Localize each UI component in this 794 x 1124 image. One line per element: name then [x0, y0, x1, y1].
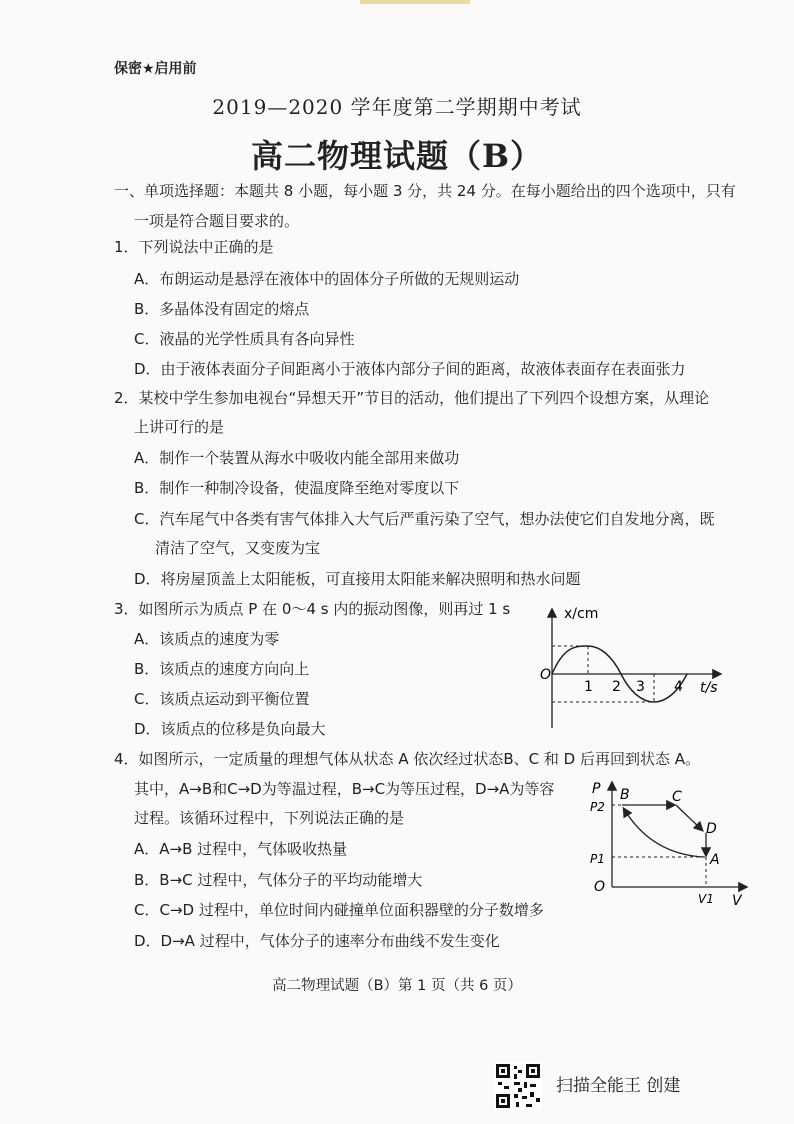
top-edge-mark — [360, 0, 470, 4]
question-2-option-b: B．制作一种制冷设备，使温度降至绝对零度以下 — [134, 479, 460, 497]
question-3-stem: 3．如图所示为质点 P 在 0～4 s 内的振动图像，则再过 1 s — [114, 600, 511, 618]
pv-diagram — [586, 775, 752, 910]
graph1-tick-2: 2 — [612, 679, 621, 695]
graph2-ylabel: P — [592, 781, 601, 797]
graph2-v1-label: V1 — [698, 892, 714, 906]
graph1-origin: O — [540, 667, 552, 683]
point-c-label: C — [672, 789, 682, 805]
question-4-option-d: D．D→A 过程中，气体分子的速率分布曲线不发生变化 — [134, 932, 500, 950]
exam-title: 2019—2020 学年度第二学期期中考试 — [212, 95, 582, 119]
point-a-label: A — [710, 852, 720, 868]
question-1-option-a: A．布朗运动是悬浮在液体中的固体分子所做的无规则运动 — [134, 270, 520, 288]
question-2-option-d: D．将房屋顶盖上太阳能板，可直接用太阳能来解决照明和热水问题 — [134, 570, 581, 588]
point-b-label: B — [620, 787, 630, 803]
question-4-stem-line-1: 4．如图所示，一定质量的理想气体从状态 A 依次经过状态B、C 和 D 后再回到状态 A。 — [114, 750, 700, 768]
scanner-watermark-text: 扫描全能王 创建 — [556, 1076, 681, 1096]
graph1-tick-4: 4 — [674, 679, 683, 695]
question-3-option-d: D．该质点的位移是负向最大 — [134, 720, 326, 738]
graph1-tick-3: 3 — [636, 679, 645, 695]
question-3-option-a: A．该质点的速度为零 — [134, 630, 280, 648]
graph2-origin: O — [594, 879, 606, 895]
section-heading-line-2: 一项是符合题目要求的。 — [134, 212, 300, 230]
section-heading-line-1: 一、单项选择题：本题共 8 小题，每小题 3 分，共 24 分。在每小题给出的四个选项中，只有 — [114, 182, 736, 200]
process-a-to-b — [624, 809, 704, 857]
question-1-option-c: C．液晶的光学性质具有各向异性 — [134, 330, 355, 348]
question-2-option-a: A．制作一个装置从海水中吸收内能全部用来做功 — [134, 449, 460, 467]
question-4-option-c: C．C→D 过程中，单位时间内碰撞单位面积器壁的分子数增多 — [134, 901, 544, 919]
question-4-stem-line-3: 过程。该循环过程中，下列说法正确的是 — [134, 809, 405, 827]
graph1-xlabel: t/s — [700, 680, 718, 696]
graph2-xlabel: V — [732, 893, 742, 909]
graph2-p1-label: P1 — [590, 852, 605, 866]
question-4-option-a: A．A→B 过程中，气体吸收热量 — [134, 840, 348, 858]
graph2-p2-label: P2 — [590, 800, 605, 814]
point-d-label: D — [706, 821, 717, 837]
question-4-stem-line-2: 其中，A→B和C→D为等温过程，B→C为等压过程，D→A为等容 — [134, 780, 555, 798]
question-2-stem-line-1: 2．某校中学生参加电视台“异想天开”节目的活动，他们提出了下列四个设想方案，从理论 — [114, 389, 710, 407]
vibration-graph — [528, 600, 728, 732]
question-2-stem-line-2: 上讲可行的是 — [134, 418, 225, 436]
question-2-option-c-continued: 清洁了空气，又变废为宝 — [155, 539, 321, 557]
process-c-to-d — [676, 805, 702, 830]
question-2-option-c: C．汽车尾气中各类有害气体排入大气后严重污染了空气，想办法使它们自发地分离，既 — [134, 510, 715, 528]
page-footer: 高二物理试题（B）第 1 页（共 6 页） — [272, 978, 522, 994]
graph1-ylabel: x/cm — [564, 606, 599, 622]
question-3-option-b: B．该质点的速度方向向上 — [134, 660, 310, 678]
page-title: 高二物理试题（B） — [250, 137, 544, 175]
graph1-tick-1: 1 — [584, 679, 593, 695]
section-heading — [114, 176, 754, 236]
qr-code-icon — [494, 1062, 542, 1110]
question-1-option-b: B．多晶体没有固定的熔点 — [134, 300, 310, 318]
question-1-stem: 1．下列说法中正确的是 — [114, 238, 274, 256]
question-1-option-d: D．由于液体表面分子间距离小于液体内部分子间的距离，故液体表面存在表面张力 — [134, 360, 686, 378]
question-4-option-b: B．B→C 过程中，气体分子的平均动能增大 — [134, 871, 423, 889]
confidential-label: 保密★启用前 — [114, 61, 197, 77]
question-3-option-c: C．该质点运动到平衡位置 — [134, 690, 310, 708]
